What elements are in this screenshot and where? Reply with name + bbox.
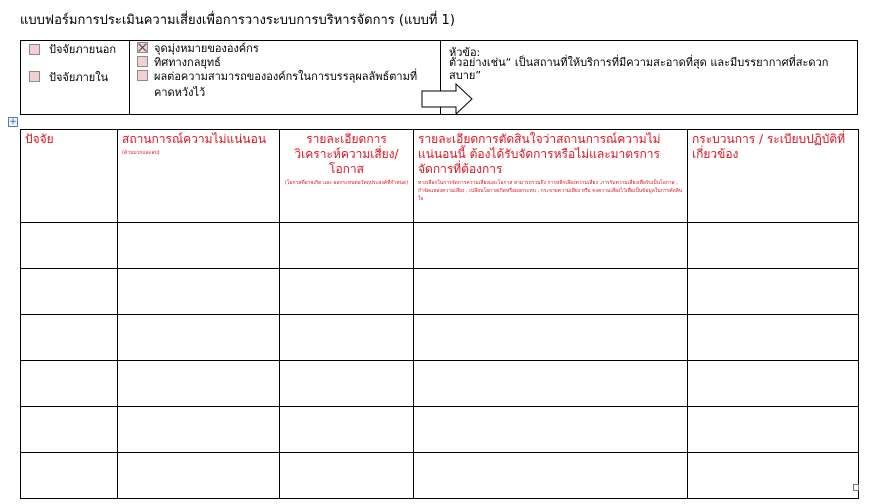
table-cell[interactable] <box>118 361 280 407</box>
table-cell[interactable] <box>280 407 414 453</box>
table-cell[interactable] <box>280 361 414 407</box>
header-analysis <box>280 130 414 223</box>
table-row <box>21 361 859 407</box>
table-cell[interactable] <box>414 223 688 269</box>
table-cell[interactable] <box>118 223 280 269</box>
external-factor-label: ปัจจัยภายนอก <box>49 43 116 56</box>
table-cell[interactable] <box>688 269 859 315</box>
table-cell[interactable] <box>118 407 280 453</box>
table-row <box>21 407 859 453</box>
objective-purpose-label: จุดมุ่งหมายขององค์กร <box>154 42 259 55</box>
table-cell[interactable] <box>118 269 280 315</box>
header-decision-note: ทางเลือกในการจัดการความเสี่ยงและโอกาส สามารถรวมถึง การหลีกเลี่ยงความเสี่ยง ,การรับความเสี่ยงเพื่อรับเป็นโอกาส , กำจัดแหล่งความเสี่ยง , เปลี่ยนโอกาสเกิดหรือผลกระทบ , กระจายความเสี่ยง หรือ คงความเสี่ยงไว้เพื่อเป็นข้อมูลในการตัดสินใจ <box>418 180 683 202</box>
table-cell[interactable] <box>21 315 118 361</box>
table-cell[interactable] <box>280 453 414 499</box>
table-cell[interactable] <box>414 315 688 361</box>
table-cell[interactable] <box>688 315 859 361</box>
objective-capability-label: ผลต่อความสามารถขององค์กรในการบรรลุผลลัพธ์ตามที่ <box>154 70 418 83</box>
table-row <box>21 269 859 315</box>
objective-strategy-label: ทิศทางกลยุทธ์ <box>154 56 221 69</box>
internal-factor-checkbox[interactable] <box>29 71 40 82</box>
table-cell[interactable] <box>414 269 688 315</box>
header-uncertainty-text: สถานการณ์ความไม่แน่นอน <box>122 132 267 146</box>
header-uncertainty-note: (ด้านบวกและลบ) <box>122 150 160 156</box>
header-procedure <box>688 130 859 223</box>
end-of-cell-mark <box>853 484 859 491</box>
table-cell[interactable] <box>414 407 688 453</box>
header-factor-text: ปัจจัย <box>25 132 54 146</box>
header-analysis-note: (โอกาสที่อาจเกิด และ ผลกระทบต่อวัตถุประสงค์ที่กำหนด) <box>284 180 409 186</box>
table-cell[interactable] <box>688 453 859 499</box>
table-cell[interactable] <box>280 223 414 269</box>
table-cell[interactable] <box>688 223 859 269</box>
objective-purpose-checkbox[interactable] <box>137 42 148 53</box>
table-body <box>21 223 859 499</box>
objective-strategy-checkbox[interactable] <box>137 56 148 67</box>
header-info-box <box>20 40 858 115</box>
right-arrow-shape <box>421 83 473 115</box>
header-uncertainty <box>118 130 280 223</box>
table-cell[interactable] <box>280 269 414 315</box>
objective-capability-checkbox[interactable] <box>137 70 148 81</box>
table-row <box>21 315 859 361</box>
table-cell[interactable] <box>688 361 859 407</box>
table-cell[interactable] <box>21 453 118 499</box>
header-procedure-text: กระบวนการ / ระเบียบปฏิบัติที่เกี่ยวข้อง <box>692 132 846 161</box>
table-cell[interactable] <box>21 269 118 315</box>
header-analysis-text: รายละเอียดการวิเคราะห์ความเสี่ยง/โอกาส <box>294 132 399 176</box>
header-decision-text: รายละเอียดการตัดสินใจว่าสถานการณ์ความไม่แน่นอนนี้ ต้องได้รับจัดการหรือไม่และมาตรการจัดการที่ต้องการ <box>418 132 661 176</box>
table-row <box>21 223 859 269</box>
topic-label: หัวข้อ: <box>449 46 481 59</box>
external-factor-checkbox[interactable] <box>29 44 40 55</box>
divider <box>129 41 130 114</box>
table-cell[interactable] <box>21 361 118 407</box>
table-cell[interactable] <box>21 223 118 269</box>
internal-factor-label: ปัจจัยภายใน <box>49 71 109 84</box>
page-title: แบบฟอร์มการประเมินความเสี่ยงเพื่อการวางระบบการบริหารจัดการ (แบบที่ 1) <box>20 13 455 28</box>
table-cell[interactable] <box>688 407 859 453</box>
table-cell[interactable] <box>21 407 118 453</box>
topic-text: ตัวอย่างเช่น“ เป็นสถานที่ให้บริการที่มีความสะอาดที่สุด และมีบรรยากาศที่สะดวกสบาย” <box>449 56 829 82</box>
table-cell[interactable] <box>118 315 280 361</box>
table-cell[interactable] <box>414 361 688 407</box>
table-row <box>21 453 859 499</box>
header-factor <box>21 130 118 223</box>
risk-assessment-table <box>20 129 859 499</box>
table-cell[interactable] <box>118 453 280 499</box>
header-decision <box>414 130 688 223</box>
table-move-handle-icon[interactable]: + <box>9 117 17 127</box>
table-cell[interactable] <box>280 315 414 361</box>
table-cell[interactable] <box>414 453 688 499</box>
objective-capability-continuation: คาดหวังไว้ <box>154 86 206 99</box>
